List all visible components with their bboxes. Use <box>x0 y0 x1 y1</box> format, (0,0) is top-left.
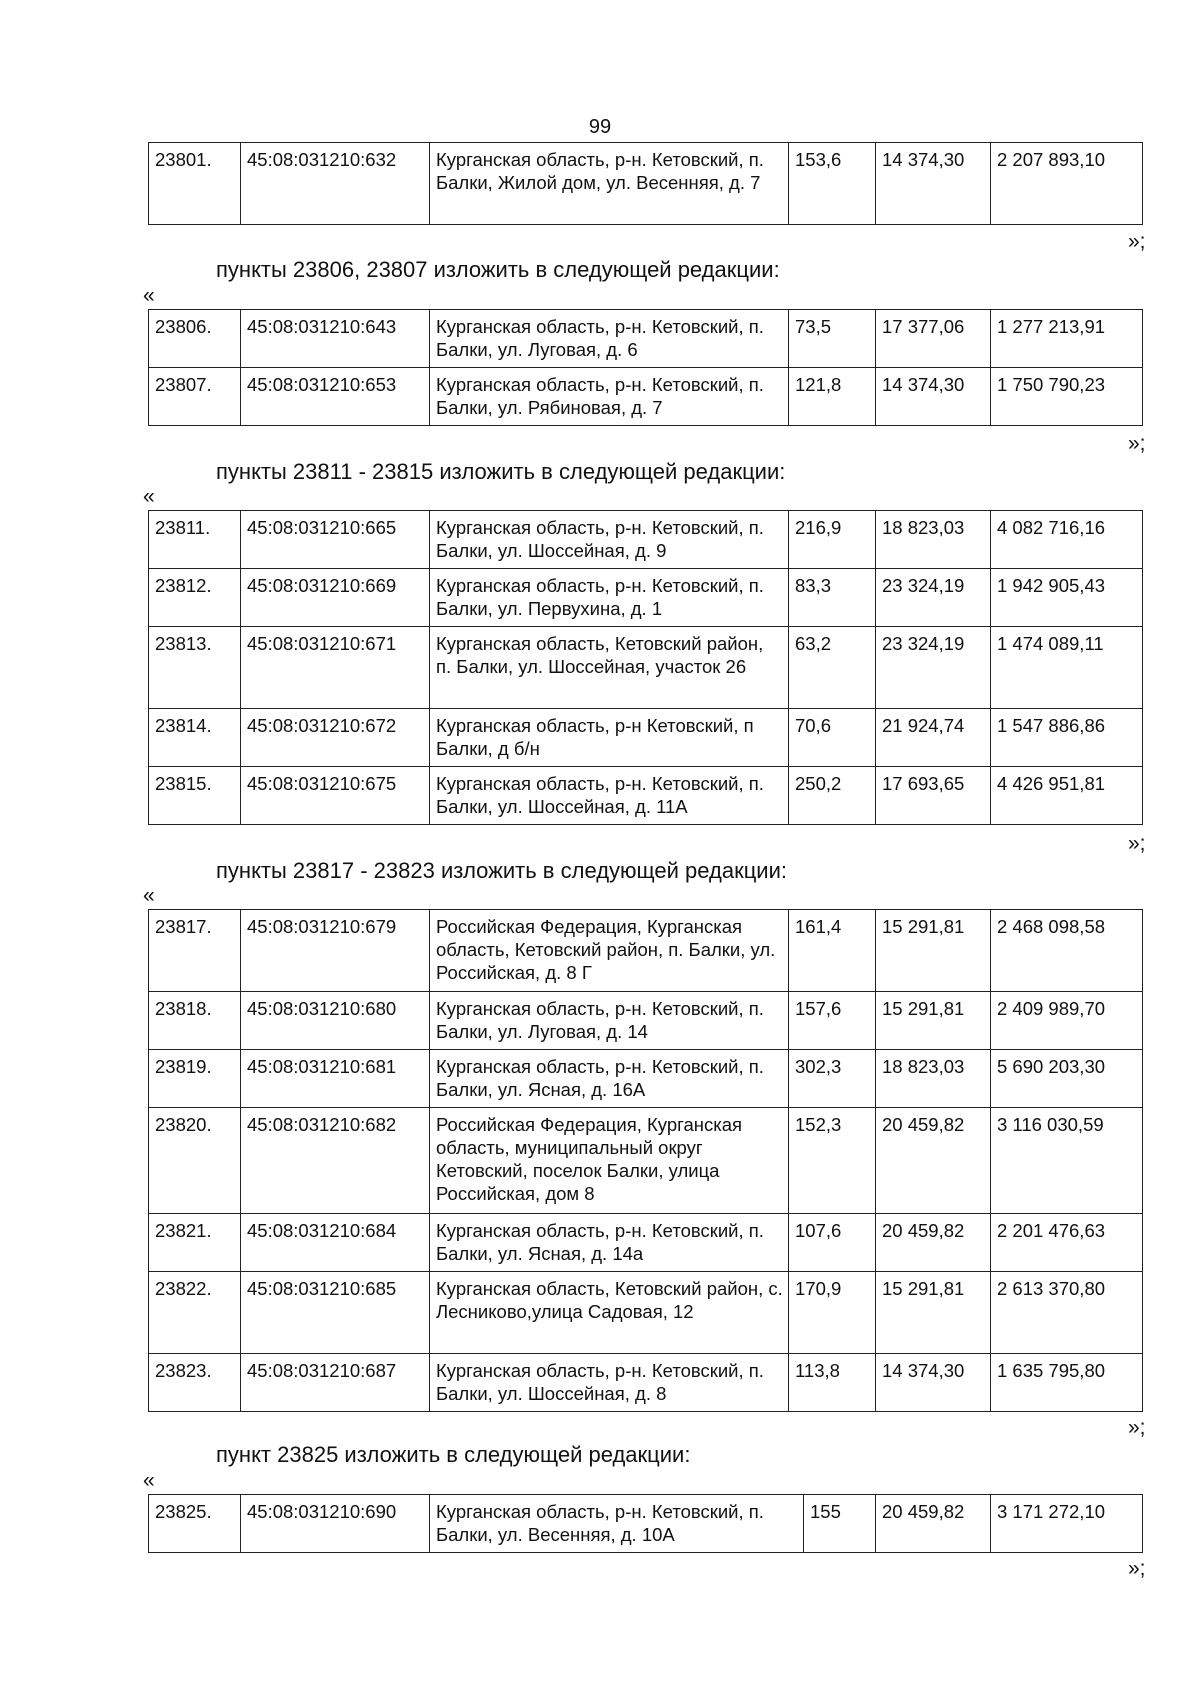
cadastral-value: 2 468 098,58 <box>991 910 1143 992</box>
table-row <box>149 1495 1143 1553</box>
cadastral-value: 2 207 893,10 <box>991 143 1143 225</box>
rate: 17 693,65 <box>876 767 991 825</box>
open-quote: « <box>143 485 155 508</box>
table-row <box>149 709 1143 767</box>
cadastral-number: 45:08:031210:680 <box>241 992 430 1050</box>
table-row <box>149 143 1143 225</box>
table-row <box>149 910 1143 992</box>
property-table-23817 <box>148 909 1143 1412</box>
table-row <box>149 1354 1143 1412</box>
item-number: 23813. <box>149 627 241 709</box>
address: Курганская область, р-н. Кетовский, п. Балки, ул. Шоссейная, д. 11А <box>430 767 789 825</box>
rate: 20 459,82 <box>876 1108 991 1214</box>
area: 152,3 <box>789 1108 876 1214</box>
area: 302,3 <box>789 1050 876 1108</box>
item-number: 23821. <box>149 1214 241 1272</box>
cadastral-value: 1 750 790,23 <box>991 368 1143 426</box>
cadastral-number: 45:08:031210:653 <box>241 368 430 426</box>
item-number: 23825. <box>149 1495 241 1553</box>
property-table-23825 <box>148 1494 1143 1553</box>
cadastral-number: 45:08:031210:669 <box>241 569 430 627</box>
item-number: 23812. <box>149 569 241 627</box>
cadastral-value: 3 171 272,10 <box>991 1495 1143 1553</box>
area: 157,6 <box>789 992 876 1050</box>
rate: 21 924,74 <box>876 709 991 767</box>
cadastral-number: 45:08:031210:671 <box>241 627 430 709</box>
cadastral-value: 5 690 203,30 <box>991 1050 1143 1108</box>
item-number: 23820. <box>149 1108 241 1214</box>
address: Курганская область, р-н. Кетовский, п. Балки, ул. Луговая, д. 14 <box>430 992 789 1050</box>
item-number: 23822. <box>149 1272 241 1354</box>
table-row <box>149 992 1143 1050</box>
table-row <box>149 368 1143 426</box>
cadastral-value: 4 426 951,81 <box>991 767 1143 825</box>
cadastral-number: 45:08:031210:679 <box>241 910 430 992</box>
rate: 18 823,03 <box>876 1050 991 1108</box>
rate: 23 324,19 <box>876 569 991 627</box>
address: Курганская область, Кетовский район, с. Лесниково,улица Садовая, 12 <box>430 1272 789 1354</box>
close-quote: »; <box>1128 432 1146 455</box>
address: Курганская область, р-н. Кетовский, п. Балки, Жилой дом, ул. Весенняя, д. 7 <box>430 143 789 225</box>
table-row <box>149 1108 1143 1214</box>
cadastral-number: 45:08:031210:675 <box>241 767 430 825</box>
rate: 15 291,81 <box>876 1272 991 1354</box>
area: 73,5 <box>789 310 876 368</box>
table-row <box>149 627 1143 709</box>
cadastral-value: 1 547 886,86 <box>991 709 1143 767</box>
item-number: 23815. <box>149 767 241 825</box>
property-table-23806 <box>148 309 1143 426</box>
cadastral-number: 45:08:031210:681 <box>241 1050 430 1108</box>
address: Курганская область, р-н Кетовский, п Балки, д б/н <box>430 709 789 767</box>
cadastral-value: 1 635 795,80 <box>991 1354 1143 1412</box>
close-quote: »; <box>1128 230 1146 253</box>
property-table-23801 <box>148 142 1143 225</box>
rate: 20 459,82 <box>876 1495 991 1553</box>
page-number: 99 <box>588 116 612 138</box>
item-number: 23819. <box>149 1050 241 1108</box>
area: 83,3 <box>789 569 876 627</box>
close-quote: »; <box>1128 1557 1146 1580</box>
cadastral-value: 1 942 905,43 <box>991 569 1143 627</box>
address: Курганская область, р-н. Кетовский, п. Балки, ул. Шоссейная, д. 8 <box>430 1354 789 1412</box>
cadastral-number: 45:08:031210:682 <box>241 1108 430 1214</box>
item-number: 23811. <box>149 511 241 569</box>
cadastral-number: 45:08:031210:672 <box>241 709 430 767</box>
address: Курганская область, р-н. Кетовский, п. Балки, ул. Ясная, д. 16А <box>430 1050 789 1108</box>
section-heading: пункт 23825 изложить в следующей редакции: <box>216 1442 691 1467</box>
cadastral-value: 1 277 213,91 <box>991 310 1143 368</box>
address: Курганская область, р-н. Кетовский, п. Балки, ул. Шоссейная, д. 9 <box>430 511 789 569</box>
property-table-23811 <box>148 510 1143 825</box>
cadastral-number: 45:08:031210:643 <box>241 310 430 368</box>
cadastral-number: 45:08:031210:687 <box>241 1354 430 1412</box>
area: 155 <box>804 1495 876 1553</box>
item-number: 23817. <box>149 910 241 992</box>
area: 107,6 <box>789 1214 876 1272</box>
area: 121,8 <box>789 368 876 426</box>
address: Курганская область, р-н. Кетовский, п. Балки, ул. Рябиновая, д. 7 <box>430 368 789 426</box>
rate: 17 377,06 <box>876 310 991 368</box>
cadastral-value: 2 613 370,80 <box>991 1272 1143 1354</box>
rate: 20 459,82 <box>876 1214 991 1272</box>
open-quote: « <box>143 284 155 307</box>
address: Курганская область, р-н. Кетовский, п. Балки, ул. Ясная, д. 14а <box>430 1214 789 1272</box>
open-quote: « <box>143 884 155 907</box>
rate: 18 823,03 <box>876 511 991 569</box>
rate: 14 374,30 <box>876 368 991 426</box>
open-quote: « <box>143 1469 155 1492</box>
item-number: 23823. <box>149 1354 241 1412</box>
table-row <box>149 1214 1143 1272</box>
item-number: 23807. <box>149 368 241 426</box>
rate: 23 324,19 <box>876 627 991 709</box>
table-row <box>149 310 1143 368</box>
item-number: 23818. <box>149 992 241 1050</box>
item-number: 23814. <box>149 709 241 767</box>
area: 113,8 <box>789 1354 876 1412</box>
area: 161,4 <box>789 910 876 992</box>
cadastral-number: 45:08:031210:690 <box>241 1495 430 1553</box>
table-row <box>149 1272 1143 1354</box>
address: Курганская область, р-н. Кетовский, п. Балки, ул. Весенняя, д. 10А <box>430 1495 804 1553</box>
item-number: 23806. <box>149 310 241 368</box>
cadastral-number: 45:08:031210:632 <box>241 143 430 225</box>
cadastral-number: 45:08:031210:665 <box>241 511 430 569</box>
table-row <box>149 569 1143 627</box>
item-number: 23801. <box>149 143 241 225</box>
rate: 15 291,81 <box>876 910 991 992</box>
rate: 14 374,30 <box>876 1354 991 1412</box>
cadastral-value: 2 201 476,63 <box>991 1214 1143 1272</box>
table-row <box>149 1050 1143 1108</box>
area: 153,6 <box>789 143 876 225</box>
address: Российская Федерация, Курганская область, Кетовский район, п. Балки, ул. Российская, д. 8 Г <box>430 910 789 992</box>
rate: 15 291,81 <box>876 992 991 1050</box>
address: Курганская область, р-н. Кетовский, п. Балки, ул. Луговая, д. 6 <box>430 310 789 368</box>
address: Российская Федерация, Курганская область, муниципальный округ Кетовский, поселок Балки, улица Российская, дом 8 <box>430 1108 789 1214</box>
area: 216,9 <box>789 511 876 569</box>
section-heading: пункты 23817 - 23823 изложить в следующей редакции: <box>216 858 788 883</box>
cadastral-number: 45:08:031210:684 <box>241 1214 430 1272</box>
close-quote: »; <box>1128 832 1146 855</box>
table-row <box>149 767 1143 825</box>
area: 63,2 <box>789 627 876 709</box>
cadastral-number: 45:08:031210:685 <box>241 1272 430 1354</box>
address: Курганская область, р-н. Кетовский, п. Балки, ул. Первухина, д. 1 <box>430 569 789 627</box>
rate: 14 374,30 <box>876 143 991 225</box>
address: Курганская область, Кетовский район, п. Балки, ул. Шоссейная, участок 26 <box>430 627 789 709</box>
cadastral-value: 4 082 716,16 <box>991 511 1143 569</box>
section-heading: пункты 23811 - 23815 изложить в следующей редакции: <box>216 459 786 484</box>
cadastral-value: 1 474 089,11 <box>991 627 1143 709</box>
close-quote: »; <box>1128 1416 1146 1439</box>
table-row <box>149 511 1143 569</box>
section-heading: пункты 23806, 23807 изложить в следующей редакции: <box>216 257 780 282</box>
cadastral-value: 2 409 989,70 <box>991 992 1143 1050</box>
area: 250,2 <box>789 767 876 825</box>
area: 70,6 <box>789 709 876 767</box>
area: 170,9 <box>789 1272 876 1354</box>
cadastral-value: 3 116 030,59 <box>991 1108 1143 1214</box>
